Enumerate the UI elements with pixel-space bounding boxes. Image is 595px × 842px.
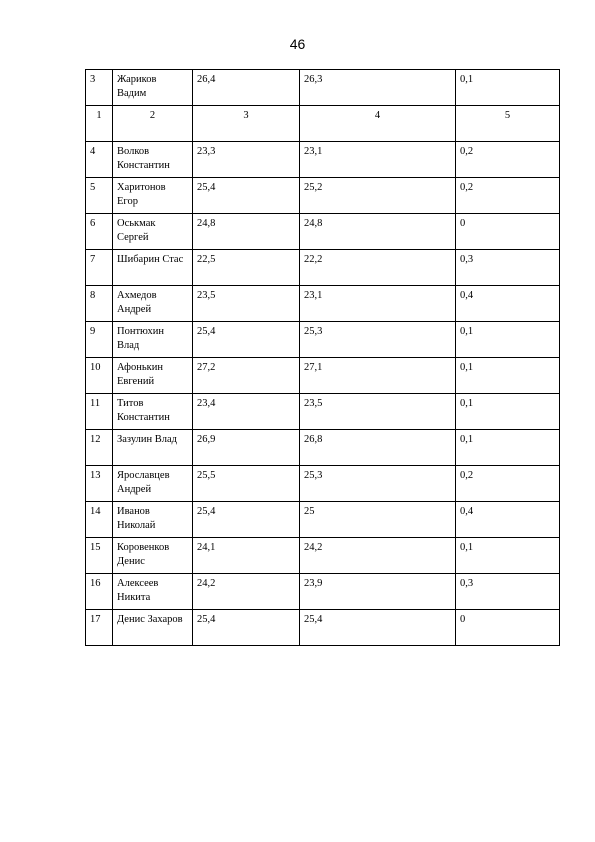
column-number-cell: 2	[113, 106, 193, 142]
col4-cell: 23,1	[300, 286, 456, 322]
table-row	[86, 142, 560, 178]
table-row	[86, 502, 560, 538]
col3-cell: 23,5	[193, 286, 300, 322]
col3-cell: 25,5	[193, 466, 300, 502]
col4-cell: 25,3	[300, 466, 456, 502]
row-number-cell: 8	[86, 286, 113, 322]
col5-cell: 0,2	[456, 178, 560, 214]
col3-cell: 24,8	[193, 214, 300, 250]
table-row	[86, 70, 560, 106]
name-cell: Волков Константин	[113, 142, 193, 178]
col5-cell: 0,1	[456, 394, 560, 430]
row-number-cell: 12	[86, 430, 113, 466]
col3-cell: 23,3	[193, 142, 300, 178]
results-table	[85, 69, 560, 646]
row-number-cell: 3	[86, 70, 113, 106]
col3-cell: 23,4	[193, 394, 300, 430]
col5-cell: 0,3	[456, 574, 560, 610]
col3-cell: 24,2	[193, 574, 300, 610]
col5-cell: 0,1	[456, 322, 560, 358]
col3-cell: 27,2	[193, 358, 300, 394]
col3-cell: 25,4	[193, 502, 300, 538]
col5-cell: 0,2	[456, 142, 560, 178]
row-number-cell: 10	[86, 358, 113, 394]
row-number-cell: 4	[86, 142, 113, 178]
column-number-cell: 1	[86, 106, 113, 142]
table-row	[86, 610, 560, 646]
name-cell: Коровенков Денис	[113, 538, 193, 574]
row-number-cell: 11	[86, 394, 113, 430]
column-number-cell: 5	[456, 106, 560, 142]
row-number-cell: 14	[86, 502, 113, 538]
col3-cell: 26,9	[193, 430, 300, 466]
row-number-cell: 17	[86, 610, 113, 646]
col3-cell: 24,1	[193, 538, 300, 574]
row-number-cell: 9	[86, 322, 113, 358]
col4-cell: 23,1	[300, 142, 456, 178]
col5-cell: 0,2	[456, 466, 560, 502]
row-number-cell: 6	[86, 214, 113, 250]
col4-cell: 25,2	[300, 178, 456, 214]
table-row	[86, 358, 560, 394]
col4-cell: 25	[300, 502, 456, 538]
name-cell: Ярославцев Андрей	[113, 466, 193, 502]
col5-cell: 0,3	[456, 250, 560, 286]
row-number-cell: 13	[86, 466, 113, 502]
col5-cell: 0,1	[456, 538, 560, 574]
col4-cell: 27,1	[300, 358, 456, 394]
name-cell: Ахмедов Андрей	[113, 286, 193, 322]
name-cell: Шибарин Стас	[113, 250, 193, 286]
col4-cell: 26,8	[300, 430, 456, 466]
name-cell: Харитонов Егор	[113, 178, 193, 214]
table-row	[86, 214, 560, 250]
col3-cell: 25,4	[193, 610, 300, 646]
col5-cell: 0,4	[456, 286, 560, 322]
column-number-cell: 3	[193, 106, 300, 142]
col4-cell: 25,3	[300, 322, 456, 358]
col4-cell: 24,2	[300, 538, 456, 574]
table-row	[86, 538, 560, 574]
name-cell: Алексеев Никита	[113, 574, 193, 610]
row-number-cell: 7	[86, 250, 113, 286]
col5-cell: 0	[456, 214, 560, 250]
col3-cell: 25,4	[193, 178, 300, 214]
table-row	[86, 430, 560, 466]
col4-cell: 22,2	[300, 250, 456, 286]
col5-cell: 0	[456, 610, 560, 646]
row-number-cell: 15	[86, 538, 113, 574]
col5-cell: 0,4	[456, 502, 560, 538]
col5-cell: 0,1	[456, 70, 560, 106]
table-row	[86, 250, 560, 286]
row-number-cell: 5	[86, 178, 113, 214]
col4-cell: 25,4	[300, 610, 456, 646]
name-cell: Понтюхин Влад	[113, 322, 193, 358]
table-row	[86, 466, 560, 502]
col4-cell: 24,8	[300, 214, 456, 250]
name-cell: Титов Константин	[113, 394, 193, 430]
table-row	[86, 322, 560, 358]
table-row	[86, 394, 560, 430]
column-number-cell: 4	[300, 106, 456, 142]
page-number: 46	[289, 36, 306, 52]
col4-cell: 26,3	[300, 70, 456, 106]
col4-cell: 23,9	[300, 574, 456, 610]
col5-cell: 0,1	[456, 358, 560, 394]
col4-cell: 23,5	[300, 394, 456, 430]
name-cell: Жариков Вадим	[113, 70, 193, 106]
table-row	[86, 286, 560, 322]
col5-cell: 0,1	[456, 430, 560, 466]
col3-cell: 22,5	[193, 250, 300, 286]
name-cell: Оськмак Сергей	[113, 214, 193, 250]
name-cell: Денис Захаров	[113, 610, 193, 646]
row-number-cell: 16	[86, 574, 113, 610]
column-number-row	[86, 106, 560, 142]
name-cell: Иванов Николай	[113, 502, 193, 538]
name-cell: Зазулин Влад	[113, 430, 193, 466]
table-row	[86, 574, 560, 610]
col3-cell: 26,4	[193, 70, 300, 106]
table-row	[86, 178, 560, 214]
name-cell: Афонькин Евгений	[113, 358, 193, 394]
col3-cell: 25,4	[193, 322, 300, 358]
